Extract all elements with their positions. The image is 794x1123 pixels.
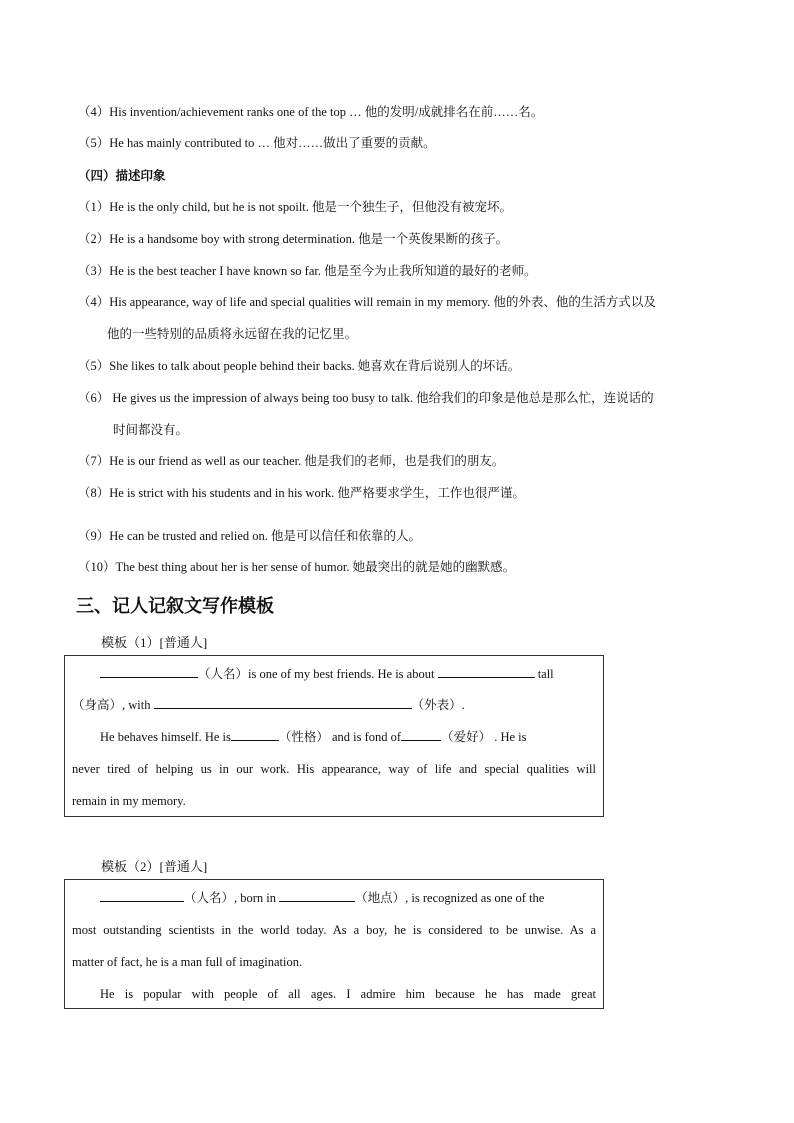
template1-line4: never tired of helping us in our work. His appearance, way of life and special qualities will (72, 762, 596, 776)
template2-line1: （人名）, born in （地点）, is recognized as one of the (72, 889, 596, 907)
impression-item-6: （6） He gives us the impression of always being too busy to talk. 他给我们的印象是他总是那么忙，连说话的 (78, 391, 654, 405)
impression-item-9: （9）He can be trusted and relied on. 他是可以信任和依靠的人。 (78, 529, 421, 543)
blank-place (279, 889, 355, 902)
template2-label: 模板（2）[普通人] (101, 859, 208, 874)
line-top-5: （5）He has mainly contributed to … 他对……做出了重要的贡献。 (78, 136, 436, 150)
impression-item-1: （1）He is the only child, but he is not spoilt. 他是一个独生子，但他没有被宠坏。 (78, 200, 513, 214)
template2-line4: He is popular with people of all ages. I admire him because he has made great (100, 987, 596, 1001)
impression-item-4: （4）His appearance, way of life and special qualities will remain in my memory. 他的外表、他的生活方式以及 (78, 295, 656, 309)
template1-box (64, 655, 604, 817)
template2-box (64, 879, 604, 1009)
template1-line3: He behaves himself. He is （性格） and is fond of （爱好） . He is (100, 730, 527, 744)
template1-line2: （身高）, with （外表）. (72, 698, 465, 712)
blank-appearance (154, 696, 412, 709)
impression-item-3: （3）He is the best teacher I have known so far. 他是至今为止我所知道的最好的老师。 (78, 264, 537, 278)
impression-item-5: （5）She likes to talk about people behind their backs. 她喜欢在背后说别人的坏话。 (78, 359, 521, 373)
line-top-4: （4）His invention/achievement ranks one of the top … 他的发明/成就排名在前……名。 (78, 105, 544, 119)
blank-height (438, 665, 535, 678)
impression-item-4-cont: 他的一些特别的品质将永远留在我的记忆里。 (107, 327, 358, 341)
template2-line3: matter of fact, he is a man full of imagination. (72, 955, 303, 969)
template1-line1: （人名）is one of my best friends. He is about tall (72, 665, 596, 683)
impression-item-6-cont: 时间都没有。 (113, 423, 189, 437)
template2-line2: most outstanding scientists in the world today. As a boy, he is considered to be unwise. As a (72, 923, 596, 937)
template1-label: 模板（1）[普通人] (101, 635, 208, 650)
impression-item-7: （7）He is our friend as well as our teacher. 他是我们的老师，也是我们的朋友。 (78, 454, 505, 468)
section-title: 三、记人记叙文写作模板 (76, 596, 274, 617)
blank-hobby (401, 728, 441, 741)
section-heading-impression: （四）描述印象 (78, 169, 166, 183)
impression-item-8: （8）He is strict with his students and in his work. 他严格要求学生，工作也很严谨。 (78, 486, 525, 500)
impression-item-10: （10）The best thing about her is her sense of humor. 她最突出的就是她的幽默感。 (78, 560, 516, 574)
impression-item-2: （2）He is a handsome boy with strong determination. 他是一个英俊果断的孩子。 (78, 232, 509, 246)
template1-line5: remain in my memory. (72, 794, 186, 808)
blank-personality (231, 728, 279, 741)
blank-name (100, 665, 198, 678)
blank-name-2 (100, 889, 184, 902)
